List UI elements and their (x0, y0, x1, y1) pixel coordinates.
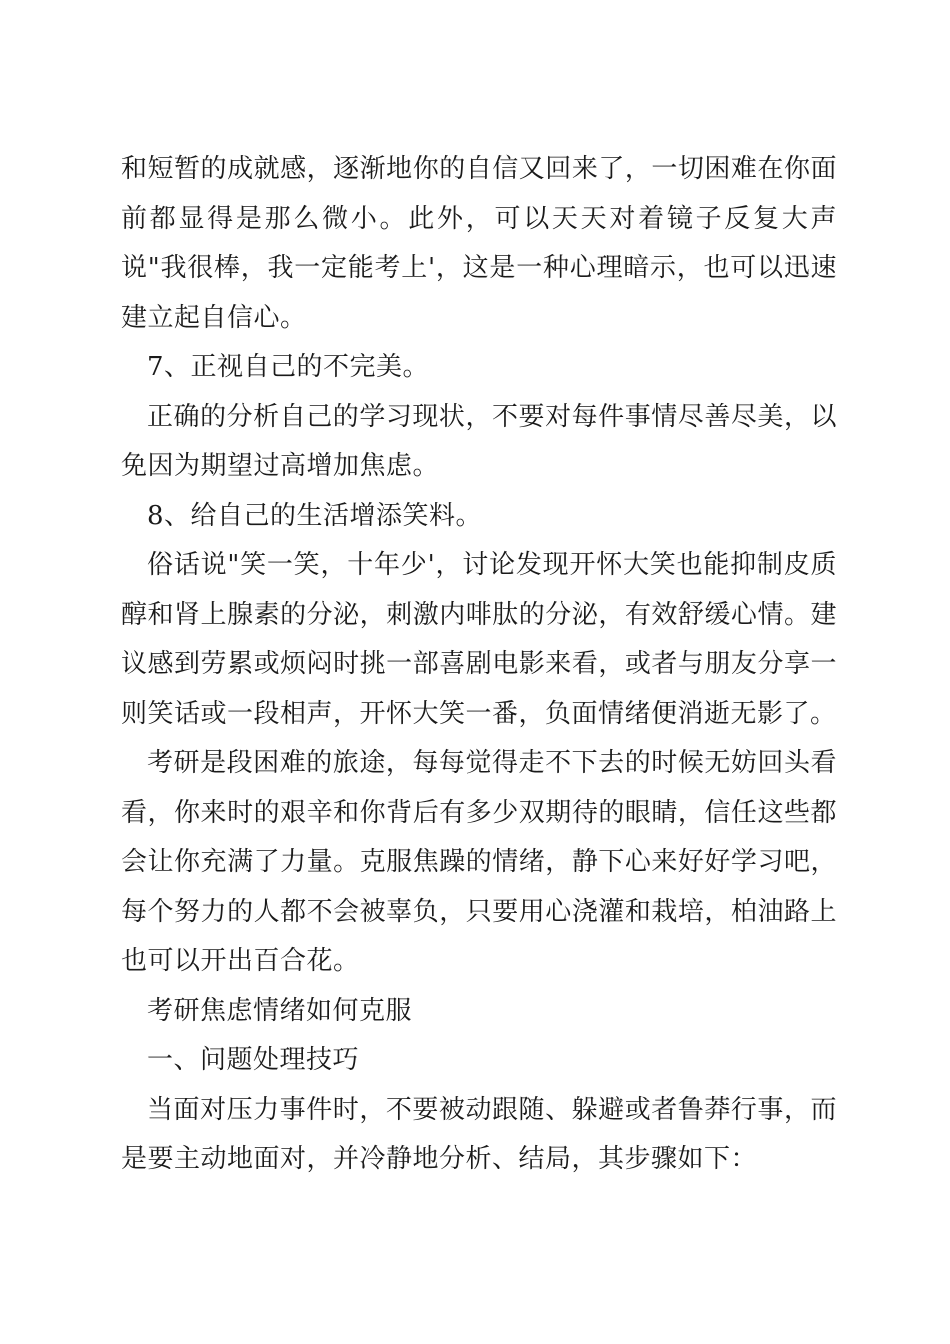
paragraph-body: 考研是段困难的旅途，每每觉得走不下去的时候无妨回头看看，你来时的艰辛和你背后有多少双期待的眼睛，信任这些都会让你充满了力量。克服焦躁的情绪，静下心来好好学习吧，每个努力的人都不会被辜负，只要用心浇灌和栽培，柏油路上也可以开出百合花。 (121, 748, 837, 976)
paragraph-body: 正确的分析自己的学习现状，不要对每件事情尽善尽美，以免因为期望过高增加焦虑。 (121, 401, 837, 481)
paragraph-continuation: 和短暂的成就感，逐渐地你的自信又回来了，一切困难在你面前都显得是那么微小。此外，可以天天对着镜子反复大声说"我很棒，我一定能考上'，这是一种心理暗示，也可以迅速建立起自信心。 (121, 154, 837, 333)
subsection-heading: 一、问题处理技巧 (147, 1045, 360, 1075)
paragraph-body: 俗话说"笑一笑，十年少'，讨论发现开怀大笑也能抑制皮质醇和肾上腺素的分泌，刺激内啡肽的分泌，有效舒缓心情。建议感到劳累或烦闷时挑一部喜剧电影来看，或者与朋友分享一则笑话或一段相声，开怀大笑一番，负面情绪便消逝无影了。 (121, 550, 837, 729)
document-body (121, 145, 837, 1185)
paragraph-body: 当面对压力事件时，不要被动跟随、躲避或者鲁莽行事，而是要主动地面对，并冷静地分析、结局，其步骤如下： (121, 1094, 837, 1174)
paragraph-heading-8: 8、给自己的生活增添笑料。 (147, 500, 483, 531)
section-title: 考研焦虑情绪如何克服 (147, 995, 413, 1026)
paragraph-heading-7: 7、正视自己的不完美。 (147, 352, 430, 382)
